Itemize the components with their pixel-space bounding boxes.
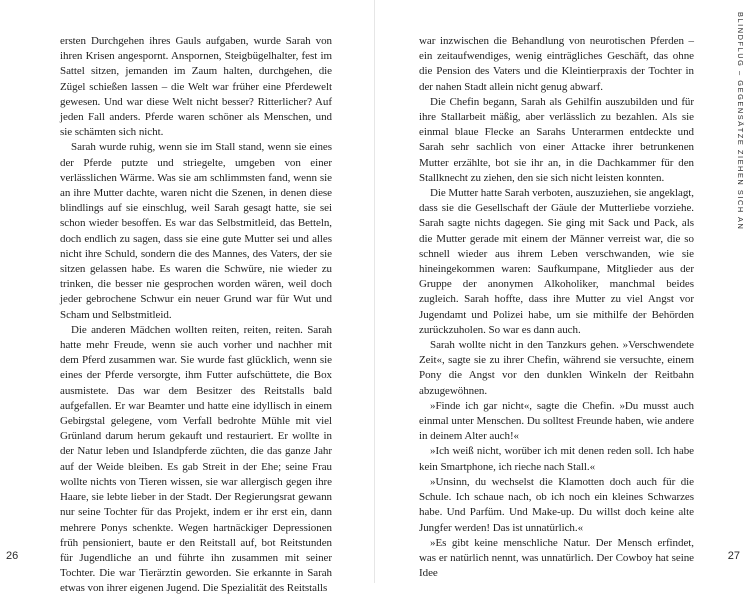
left-page-text bbox=[60, 34, 332, 597]
paragraph: Die Mutter hatte Sarah verboten, auszuziehen, sie angeklagt, dass sie die Gesellschaft der Gäule der Mutterliebe vorziehe. Sarah sagte nichts dagegen. Sie ging mit Sack und Pack, als die Mutter gerade mit einem der Männer verreist war, die so schnell wieder aus ihrem Leben verschwanden, wie sie hineingekommen waren: Saufkumpane, Mitglieder aus der Gruppe der anonymen Alkoholiker, manchmal beides zugleich. Sarah hoffte, dass ihre Mutter zu viel Angst vor Jugendamt und Polizei habe, um sie mithilfe der Behörden zurückzuholen. So war es dann auch. bbox=[419, 187, 694, 336]
page-number: 26 bbox=[6, 550, 19, 562]
paragraph: Die Chefin begann, Sarah als Gehilfin auszubilden und für ihre Stallarbeit mäßig, aber verlässlich zu bezahlen. Als sie einmal blaue Flecke an Sarahs Unterarmen entdeckte und Sarah sehr sachlich von einer Attacke ihrer betrunkenen Mutter erzählte, bot sie ihr an, in die Dachkammer für den Stallknecht zu ziehen, den sie sich nicht leisten konnten. bbox=[419, 95, 694, 184]
paragraph: Sarah wurde ruhig, wenn sie im Stall stand, wenn sie eines der Pferde putzte und striegelte, umgeben von einer verlässlichen Wärme. Was sie am schlimmsten fand, wenn sie an ihre Mutter dachte, waren nicht die Szenen, in denen diese blindlings auf sie einschlug, weil Sarah gesagt hatte, sie sei schon wieder besoffen. Es war das Selbstmitleid, das Betteln, doch endlich zu sagen, dass sie eine gute Mutter sei und alles nicht ihre Schuld, sondern die des Mannes, des Vaters, der sie sitzen gelassen habe. Es waren die Schwüre, nie wieder zu trinken, die besser nie gesprochen worden wären, weil doch jeder gebrochene Schwur ein neuer Grund war für Wut und Scham und Selbstmitleid. bbox=[60, 141, 332, 321]
right-page bbox=[375, 0, 750, 583]
paragraph: »Unsinn, du wechselst die Klamotten doch auch für die Schule. Ich schaue nach, ob ich noch ein kleines Schwarzes habe. Und Parfüm. Und Make-up. Du willst doch keine alte Jungfer werden! Das ist unnatürlich.« bbox=[419, 475, 694, 534]
paragraph: »Ich weiß nicht, worüber ich mit denen reden soll. Ich habe kein Smartphone, ich rieche nach Stall.« bbox=[419, 445, 694, 473]
running-head: BLINDFLUG – GEGENSÄTZE ZIEHEN SICH AN bbox=[736, 12, 745, 231]
page-number: 27 bbox=[727, 550, 740, 562]
paragraph: Die anderen Mädchen wollten reiten, reiten, reiten. Sarah hatte mehr Freude, wenn sie auch vorher und nachher mit dem Pferd zusammen war. Sie wurde fast glücklich, wenn sie eines der Pferde versorgte, ihm Futter aufschüttete, die Box ausmistete. Das war dem Besitzer des Reitstalls bald aufgefallen. Er war Beamter und hatte eine idyllisch in einem Gebirgstal gelegene, vom Verfall bedrohte Mühle mit viel Grünland darum herum gekauft und restauriert. Er wollte in der Natur leben und Islandpferde züchten, die das ganze Jahr auf der Weide bleiben. Es gab Streit in der Ehe; seine Frau wollte nichts von Tieren wissen, sie war allergisch gegen ihre Haare, sie lebte lieber in der Stadt. Der Regierungsrat gewann nur seine Tochter für das Projekt, indem er ihr erst ein, dann mehrere Ponys schenkte. Wegen hartnäckiger Depressionen früh pensioniert, baute er den Reitstall auf, bot Reitstunden für Jugendliche an und führte ihn zusammen mit seiner Tochter. Die war Tierärztin geworden. Sie erkannte in Sarah etwas von ihrer eigenen Jugend. Die Spezialität des Reitstalls bbox=[60, 323, 332, 595]
right-page-text bbox=[419, 34, 694, 581]
paragraph: Sarah wollte nicht in den Tanzkurs gehen. »Verschwendete Zeit«, sagte sie zu ihrer Chefin, während sie versuchte, einem Pony die Angst vor den dunklen Winkeln der Reitbahn abzugewöhnen. bbox=[419, 339, 694, 397]
left-page bbox=[0, 0, 375, 595]
paragraph: war inzwischen die Behandlung von neurotischen Pferden – ein zeitaufwendiges, wenig einträgliches Geschäft, das ohne die Pension des Vaters und die Kleintierpraxis der Tochter in der nahen Stadt allein nicht genug abwarf. bbox=[419, 35, 694, 93]
paragraph: ersten Durchgehen ihres Gauls aufgaben, wurde Sarah von ihren Krisen angespornt. Anspornen, Steigbügelhalter, fest im Sattel sitzen, jemanden im Zaum halten, durchgehen, die Zügel schießen lassen – die Welt war früher eine Pferdewelt gewesen. Und war diese Welt nicht besser? Ritterlicher? Auf jeden Fall anders. Pferde waren schöner als Menschen, und sie schämten sich nicht. bbox=[60, 35, 332, 139]
paragraph: »Es gibt keine menschliche Natur. Der Mensch erfindet, was er natürlich nennt, was unnatürlich. Der Cowboy hat seine Idee bbox=[419, 536, 694, 580]
paragraph: »Finde ich gar nicht«, sagte die Chefin. »Du musst auch einmal unter Menschen. Du solltest Freunde haben, wie andere in deinem Alter auch!« bbox=[419, 399, 694, 443]
